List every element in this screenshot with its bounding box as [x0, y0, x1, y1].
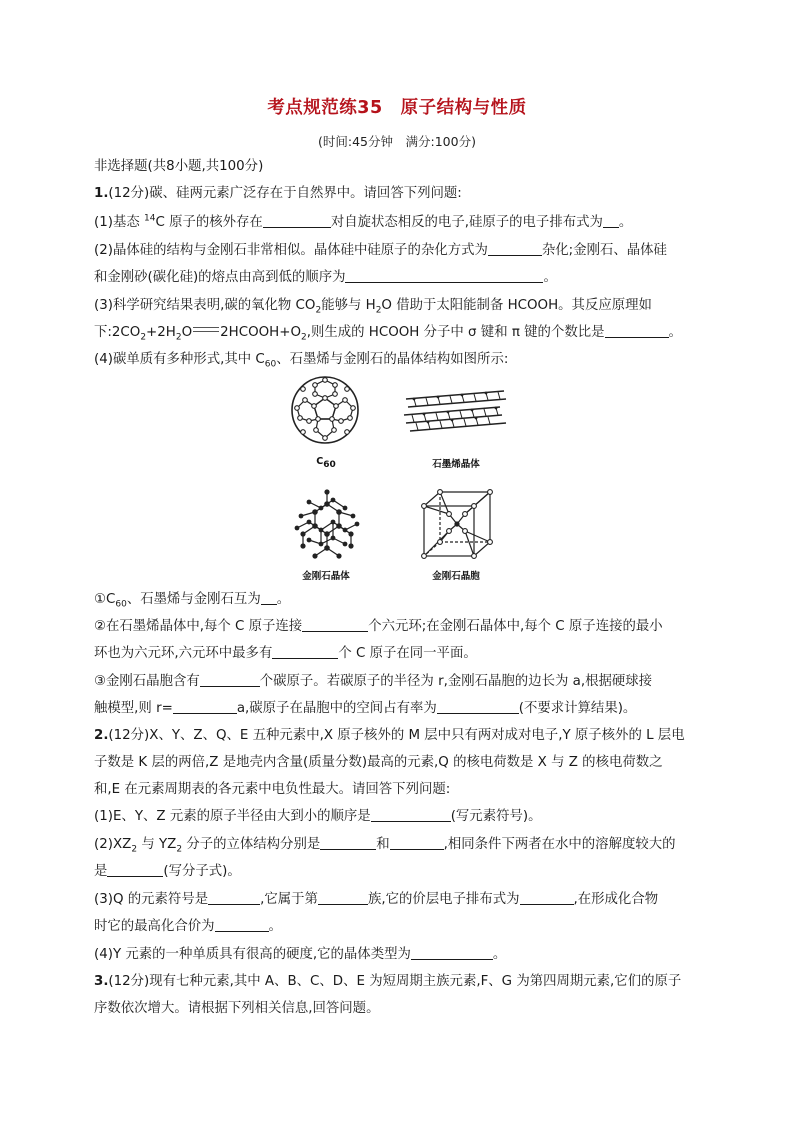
graphene-figure: [400, 385, 512, 437]
answer-blank[interactable]: [345, 268, 543, 283]
c60-caption-sub: 60: [323, 459, 336, 470]
q2-part3: [94, 890, 658, 910]
q1-part4: [94, 350, 508, 370]
answer-blank[interactable]: [390, 835, 444, 850]
q2-p3-text: (3)Q 的元素符号是: [94, 892, 209, 907]
q2-p2-text-e: ,相同条件下两者在水中的溶解度较大的: [443, 837, 676, 852]
answer-blank[interactable]: [520, 890, 574, 905]
q2-stem-line2: 子数是 K 层的两倍,Z 是地壳内含量(质量分数)最高的元素,Q 的核电荷数是 X 与 Z 的核电荷数之: [94, 755, 663, 770]
q1-s2-text-c: 环也为六元环,六元环中最多有: [94, 646, 273, 661]
q1-p1-sup: 14: [144, 213, 156, 224]
q1-p3-text: (3)科学研究结果表明,碳的氧化物 CO: [94, 298, 316, 313]
q2-p2-sub-b: 2: [176, 844, 183, 855]
q1-p1-text-d: 。: [618, 215, 633, 230]
q1-p3-text-e: +2H: [146, 325, 176, 340]
q1-p3-text-b: 能够与 H: [321, 298, 376, 313]
q1-p3-text-f: O: [181, 325, 193, 340]
q1-stem: [94, 184, 462, 204]
answer-blank[interactable]: [318, 890, 368, 905]
q1-p1-text-c: 对自旋状态相反的电子,硅原子的电子排布式为: [330, 215, 603, 230]
q1-p3-text-g: 2HCOOH+O: [220, 325, 301, 340]
answer-blank[interactable]: [107, 862, 163, 877]
q1-p4-sub: 60: [264, 359, 277, 370]
c60-buckyball-icon: [287, 372, 363, 448]
q1-s3-text-e: (不要求计算结果)。: [518, 701, 637, 716]
q2-p2-text-f: 是: [94, 864, 108, 879]
q1-sub3: [94, 672, 652, 692]
q2-p3-text-b: ,它属于第: [260, 892, 318, 907]
q2-stem-line1: [94, 726, 685, 746]
q1-p1-text: (1)基态: [94, 215, 145, 230]
q2-p4-text-b: 。: [492, 947, 507, 962]
answer-blank[interactable]: [603, 213, 619, 228]
q1-s1-sub: 60: [115, 599, 127, 610]
q2-p3-text-d: ,在形成化合物: [573, 892, 659, 907]
q2-p2-sub: 2: [131, 844, 138, 855]
answer-blank[interactable]: [173, 699, 237, 714]
answer-blank[interactable]: [488, 241, 542, 256]
answer-blank[interactable]: [272, 644, 338, 659]
q1-sub3-cont: [94, 699, 636, 719]
q1-p1-text-b: C 原子的核外存在: [155, 215, 263, 230]
answer-blank[interactable]: [261, 590, 277, 605]
q1-p3-sub-b: 2: [375, 305, 382, 316]
c60-caption-text: C: [316, 456, 324, 467]
answer-blank[interactable]: [605, 323, 669, 338]
q3-stem-line1: [94, 972, 681, 992]
q1-number: 1.: [94, 186, 109, 201]
answer-blank[interactable]: [215, 917, 269, 932]
q1-p3-text-d: 下:2CO: [94, 325, 141, 340]
q2-p1-text-b: (写元素符号)。: [450, 809, 542, 824]
q2-p2-text-b: 与 YZ: [137, 837, 177, 852]
q3-number: 3.: [94, 974, 109, 989]
q3-stem-line2: 序数依次增大。请根据下列相关信息,回答问题。: [94, 1001, 380, 1016]
q1-p2-text-c: 和金刚砂(碳化硅)的熔点由高到低的顺序为: [94, 270, 346, 285]
answer-blank[interactable]: [437, 699, 519, 714]
q2-p2-text-g: (写分子式)。: [163, 864, 241, 879]
q2-number: 2.: [94, 728, 109, 743]
q1-s3-text-d: a,碳原子在晶胞中的空间占有率为: [236, 701, 437, 716]
q1-sub2: [94, 617, 663, 637]
diamond-crystal-figure: [291, 488, 363, 562]
answer-blank[interactable]: [371, 807, 451, 822]
q1-s2-text-d: 个 C 原子在同一平面。: [338, 646, 477, 661]
q1-part1: [94, 213, 632, 233]
q1-stem-text: (12分)碳、硅两元素广泛存在于自然界中。请回答下列问题:: [108, 186, 462, 201]
q1-p4-text-b: 、石墨烯与金刚石的晶体结构如图所示:: [276, 352, 509, 367]
q1-part3: [94, 296, 652, 316]
q2-stem-line3: 和,E 在元素周期表的各元素中电负性最大。请回答下列问题:: [94, 782, 451, 797]
page-title: 考点规范练35 原子结构与性质: [267, 98, 527, 118]
q2-p1-text: (1)E、Y、Z 元素的原子半径由大到小的顺序是: [94, 809, 371, 824]
q2-stem-text: (12分)X、Y、Z、Q、E 五种元素中,X 原子核外的 M 层中只有两对成对电子,Y 原子核外的 L 层电: [108, 728, 685, 743]
diamond-unit-cell-icon: [418, 488, 494, 562]
q2-p3-text-e: 时它的最高化合价为: [94, 919, 215, 934]
equals-sign-icon: [193, 327, 219, 332]
graphene-sheets-icon: [400, 385, 512, 437]
q1-sub2-cont: [94, 644, 477, 664]
q2-p2-text-c: 分子的立体结构分别是: [182, 837, 321, 852]
diamond-cell-figure: [418, 488, 494, 562]
q1-p3-sub-e: 2: [175, 332, 182, 343]
q1-s1-text-c: 。: [276, 592, 291, 607]
answer-blank[interactable]: [302, 617, 368, 632]
answer-blank[interactable]: [320, 835, 376, 850]
q1-p3-text-i: 。: [668, 325, 682, 340]
answer-blank[interactable]: [411, 945, 493, 960]
diamond-cell-caption: 金刚石晶胞: [432, 571, 480, 582]
q2-part3-cont: [94, 917, 282, 937]
q1-s3-text-c: 触模型,则 r=: [94, 701, 173, 716]
graphene-caption: 石墨烯晶体: [432, 459, 480, 470]
page-subtitle: (时间:45分钟 满分:100分): [318, 134, 476, 149]
q1-p3-text-c: O 借助于太阳能制备 HCOOH。其反应原理如: [381, 298, 652, 313]
q1-p3-sub: 2: [315, 305, 322, 316]
answer-blank[interactable]: [263, 213, 331, 228]
q1-p3-sub-g: 2: [301, 332, 307, 343]
q1-p3-text-h: ,则生成的 HCOOH 分子中 σ 键和 π 键的个数比是: [306, 325, 605, 340]
q1-s2-text: ②在石墨烯晶体中,每个 C 原子连接: [94, 619, 303, 634]
q1-p2-text-d: 。: [543, 270, 557, 285]
q2-part2-cont: [94, 862, 241, 882]
diamond-crystal-network-icon: [291, 488, 363, 562]
q1-p2-text: (2)晶体硅的结构与金刚石非常相似。晶体硅中硅原子的杂化方式为: [94, 243, 488, 258]
q1-p2-text-b: 杂化;金刚石、晶体硅: [541, 243, 667, 258]
q2-part2: [94, 835, 676, 855]
q2-p4-text: (4)Y 元素的一种单质具有很高的硬度,它的晶体类型为: [94, 947, 411, 962]
q1-part2-cont: [94, 268, 557, 288]
q1-s1-text-b: 、石墨烯与金刚石互为: [126, 592, 261, 607]
q1-s1-text: ①C: [94, 592, 116, 607]
q2-p3-text-c: 族,它的价层电子排布式为: [367, 892, 520, 907]
c60-caption: [266, 456, 386, 470]
q1-s3-text-b: 个碳原子。若碳原子的半径为 r,金刚石晶胞的边长为 a,根据硬球接: [259, 674, 653, 689]
q1-s2-text-b: 个六元环;在金刚石晶体中,每个 C 原子连接的最小: [368, 619, 663, 634]
answer-blank[interactable]: [208, 890, 260, 905]
c60-figure: [287, 372, 363, 448]
answer-blank[interactable]: [200, 672, 260, 687]
q2-p2-text-d: 和: [376, 837, 390, 852]
diamond-crystal-caption: 金刚石晶体: [302, 571, 350, 582]
q1-p4-text: (4)碳单质有多种形式,其中 C: [94, 352, 265, 367]
q1-s3-text: ③金刚石晶胞含有: [94, 674, 200, 689]
q3-stem-text: (12分)现有七种元素,其中 A、B、C、D、E 为短周期主族元素,F、G 为第四周期元素,它们的原子: [108, 974, 682, 989]
q2-part1: [94, 807, 541, 827]
section-heading: 非选择题(共8小题,共100分): [94, 159, 264, 174]
q2-p2-text: (2)XZ: [94, 837, 132, 852]
q1-part3-cont: [94, 323, 682, 343]
q1-p3-sub-d: 2: [140, 332, 147, 343]
q2-p3-text-f: 。: [268, 919, 282, 934]
q1-part2: [94, 241, 667, 261]
q2-part4: [94, 945, 506, 965]
q1-sub1: [94, 590, 290, 610]
